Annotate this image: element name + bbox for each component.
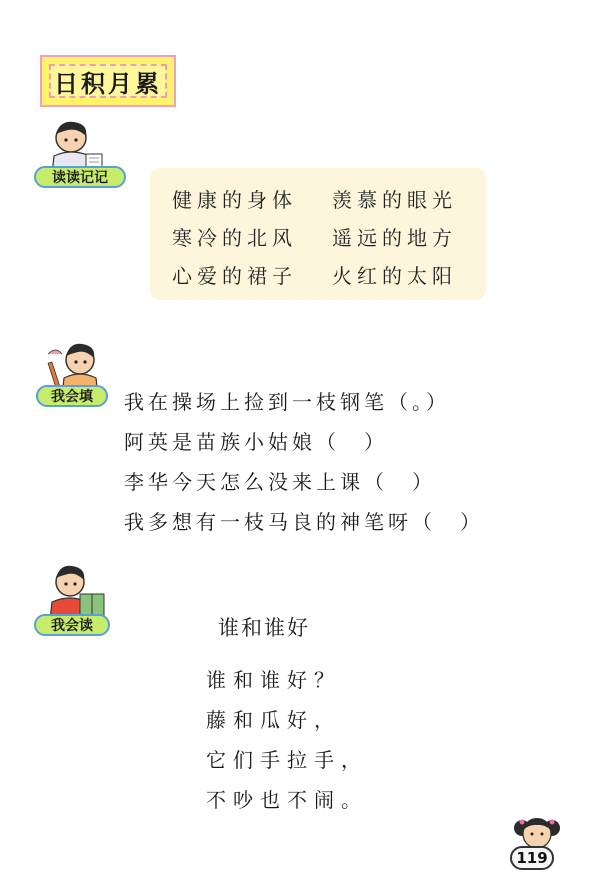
poem-line: 不吵也不闹。 — [206, 788, 368, 812]
page-number: 119 — [510, 846, 554, 870]
vocab-word: 羡慕的眼光 — [332, 188, 457, 212]
title-banner-inner — [49, 64, 167, 98]
fill-sentence: 我多想有一枝马良的神笔呀（ ） — [124, 510, 484, 534]
vocab-word: 寒冷的北风 — [172, 226, 297, 250]
vocab-word: 遥远的地方 — [332, 226, 457, 250]
poem-line: 藤和瓜好， — [206, 708, 341, 732]
title-banner — [40, 55, 176, 107]
child-reading-book-illustration — [40, 562, 110, 620]
fill-sentence: 阿英是苗族小姑娘（ ） — [124, 430, 388, 454]
section-tag-read-remember: 读读记记 — [34, 166, 126, 188]
section-tag-read-aloud: 我会读 — [34, 614, 110, 636]
poem-title: 谁和谁好 — [218, 616, 310, 640]
page-title: 日积月累 — [54, 69, 162, 98]
vocab-word: 心爱的裙子 — [172, 264, 297, 288]
fill-sentence: 李华今天怎么没来上课（ ） — [124, 470, 436, 494]
section-tag-fill: 我会填 — [36, 385, 108, 407]
vocabulary-box — [150, 168, 486, 300]
vocab-word: 火红的太阳 — [332, 264, 457, 288]
vocab-word: 健康的身体 — [172, 188, 297, 212]
poem-line: 谁和谁好？ — [206, 668, 341, 692]
poem-line: 它们手拉手， — [206, 748, 368, 772]
fill-sentence: 我在操场上捡到一枝钢笔（。） — [124, 390, 450, 414]
